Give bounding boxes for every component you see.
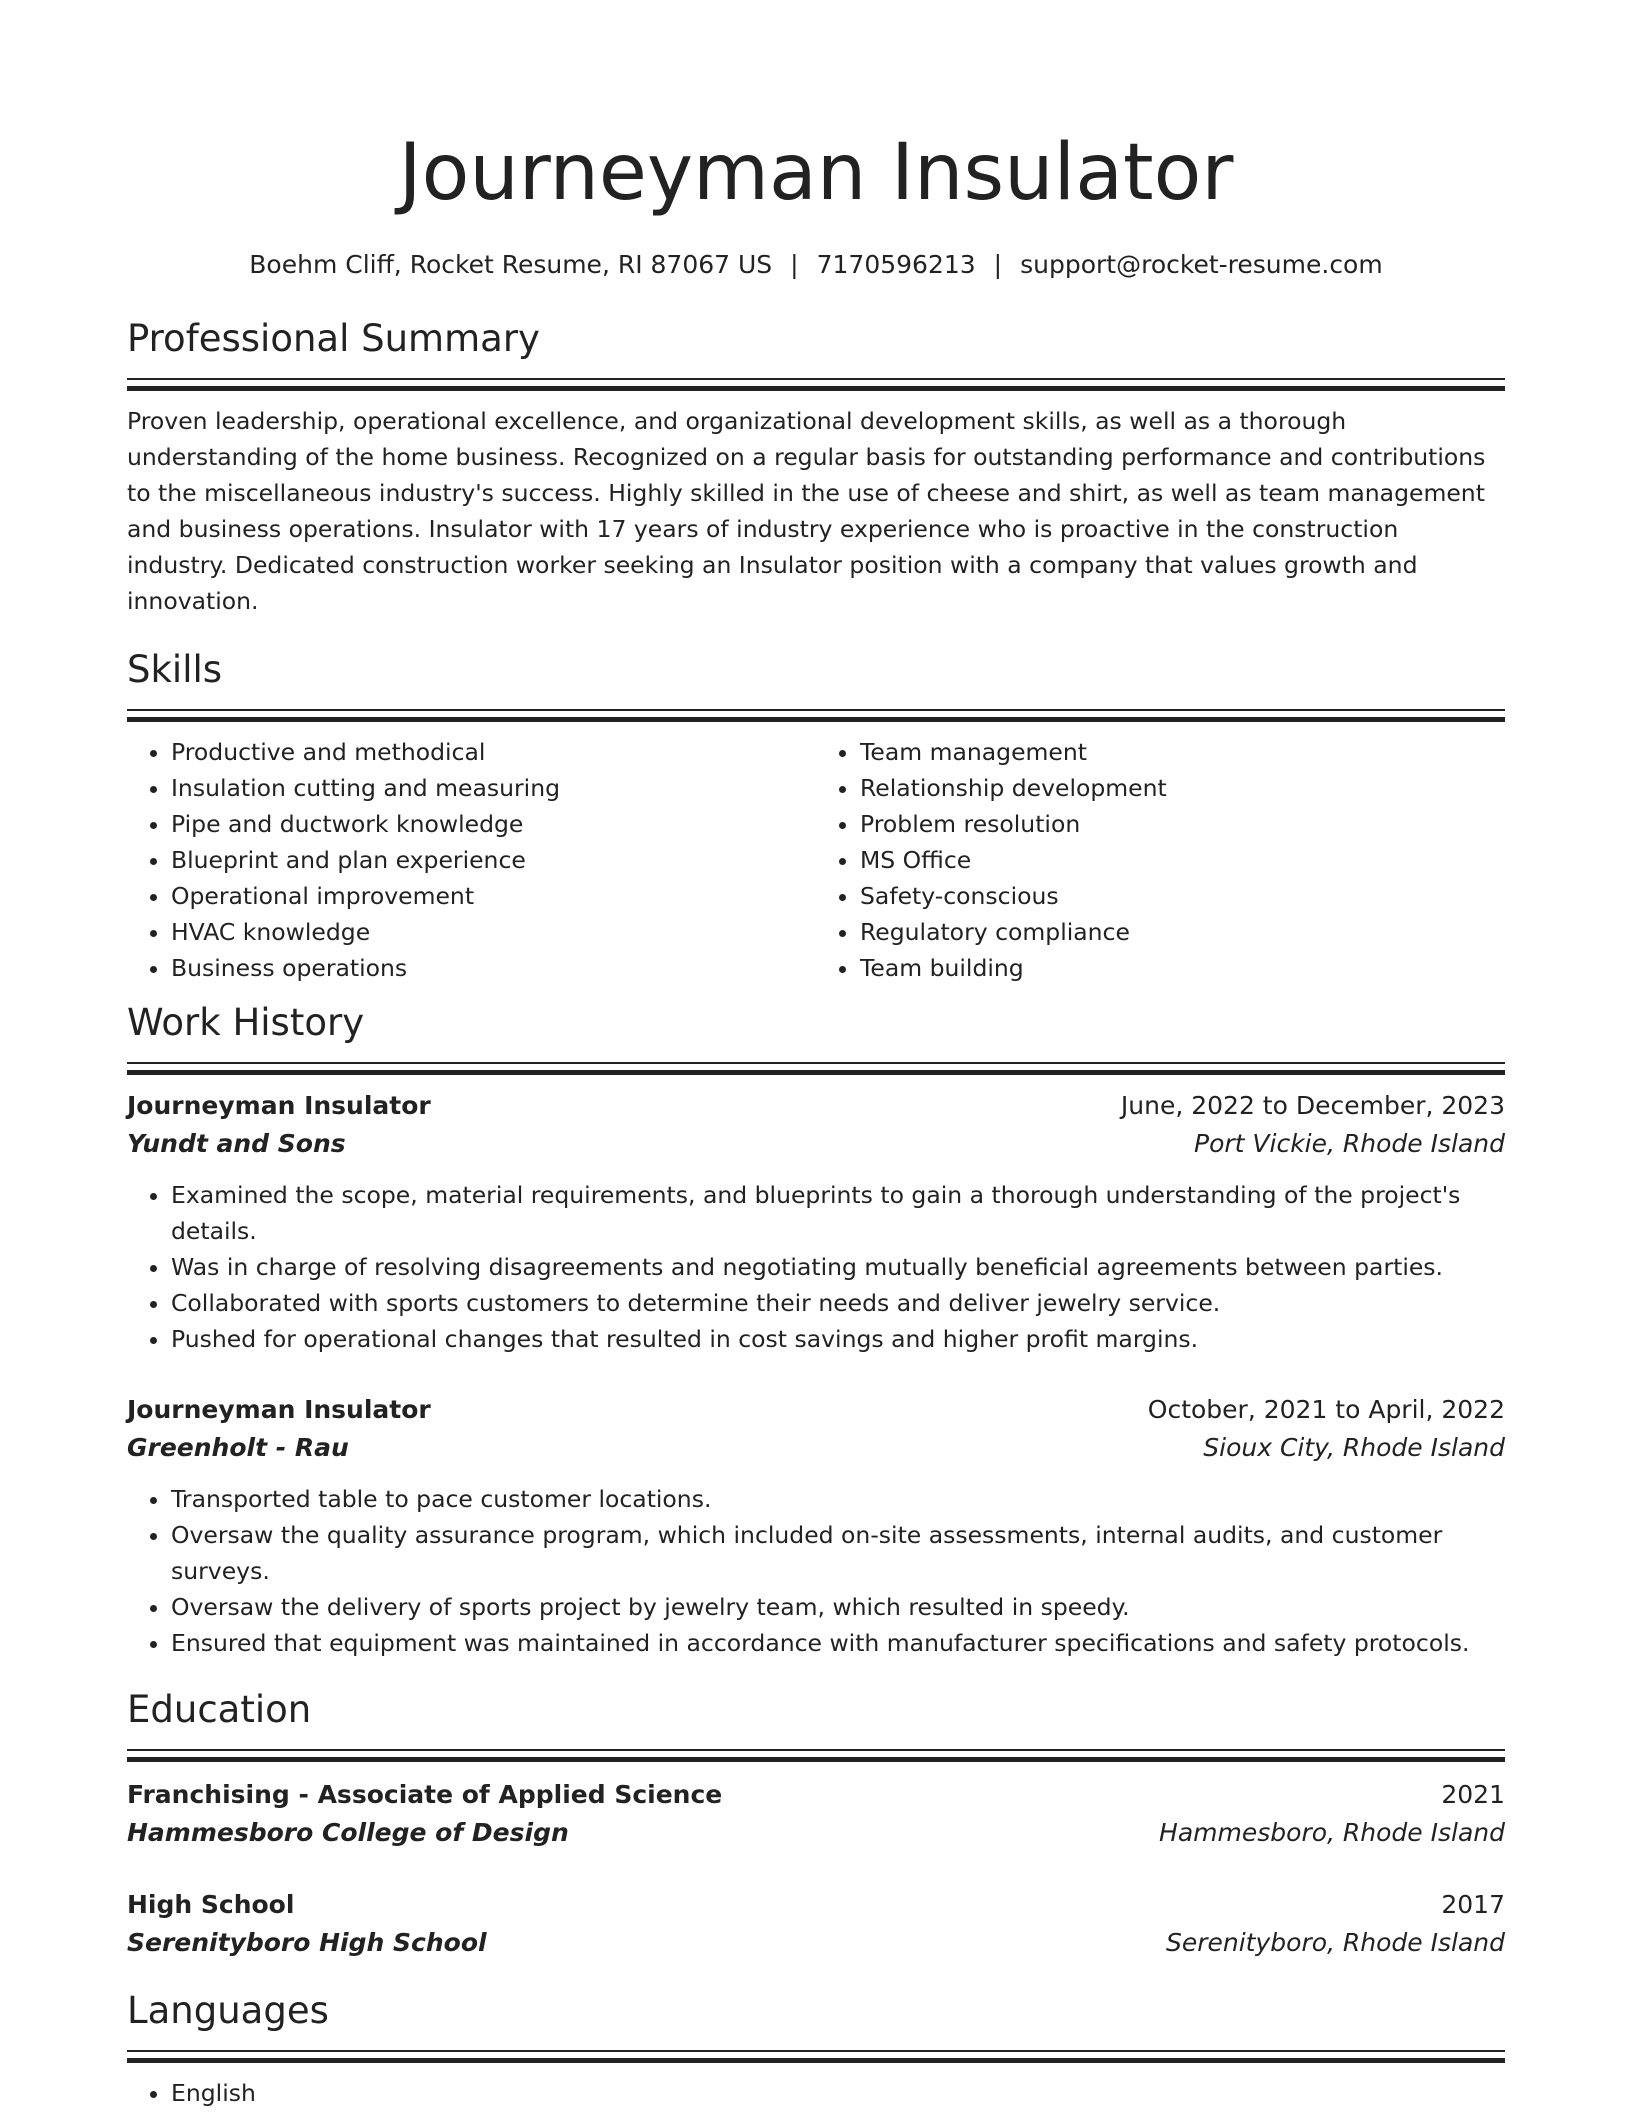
skill-item: • Operational improvement — [171, 878, 816, 914]
job-bullets — [127, 1481, 1505, 1661]
job-bullet: • Pushed for operational changes that resulted in cost savings and higher profit margins. — [171, 1321, 1505, 1357]
work-history-section — [127, 1000, 1505, 1661]
skill-item: • HVAC knowledge — [171, 914, 816, 950]
languages-section — [127, 1988, 1505, 2111]
contact-line — [127, 248, 1505, 282]
skill-item: • Team management — [860, 734, 1505, 770]
job-location: Sioux City, Rhode Island — [1203, 1433, 1505, 1462]
job-bullets — [127, 1177, 1505, 1357]
education-school: Serenityboro High School — [127, 1928, 487, 1957]
section-divider — [127, 378, 1505, 391]
section-divider — [127, 2050, 1505, 2063]
job-entry — [127, 1391, 1505, 1661]
education-school: Hammesboro College of Design — [127, 1818, 569, 1847]
contact-separator: | — [790, 250, 799, 279]
job-bullet: • Ensured that equipment was maintained in accordance with manufacturer specifications and safety protocols. — [171, 1625, 1505, 1661]
job-bullet: • Collaborated with sports customers to determine their needs and deliver jewelry service. — [171, 1285, 1505, 1321]
education-degree: Franchising - Associate of Applied Science — [127, 1780, 723, 1809]
skill-item: • Relationship development — [860, 770, 1505, 806]
skills-section — [127, 647, 1505, 986]
education-section — [127, 1687, 1505, 1962]
skills-list-left — [127, 734, 816, 986]
skill-item: • Safety-conscious — [860, 878, 1505, 914]
education-entry — [127, 1886, 1505, 1962]
skill-item: • Insulation cutting and measuring — [171, 770, 816, 806]
job-dates: October, 2021 to April, 2022 — [1147, 1395, 1505, 1424]
summary-section — [127, 316, 1505, 619]
job-dates: June, 2022 to December, 2023 — [1120, 1091, 1505, 1120]
resume-name: Journeyman Insulator — [398, 128, 1234, 218]
job-title: Journeyman Insulator — [127, 1395, 431, 1424]
job-company: Yundt and Sons — [127, 1129, 346, 1158]
education-year: 2017 — [1441, 1890, 1505, 1919]
contact-separator: | — [993, 250, 1003, 279]
education-location: Hammesboro, Rhode Island — [1159, 1818, 1505, 1847]
section-divider — [127, 1062, 1505, 1075]
languages-list — [127, 2075, 1505, 2111]
job-bullet: • Examined the scope, material requirements, and blueprints to gain a thorough understanding of the project's details. — [171, 1177, 1505, 1249]
education-entry — [127, 1776, 1505, 1852]
skill-item: • Pipe and ductwork knowledge — [171, 806, 816, 842]
section-title-skills: Skills — [127, 648, 223, 691]
job-location: Port Vickie, Rhode Island — [1194, 1129, 1505, 1158]
section-divider — [127, 1749, 1505, 1762]
skills-list-right — [816, 734, 1505, 986]
skill-item: • Regulatory compliance — [860, 914, 1505, 950]
contact-phone: 7170596213 — [816, 250, 976, 279]
skills-columns — [127, 734, 1505, 986]
job-company: Greenholt - Rau — [127, 1433, 349, 1462]
skill-item: • Problem resolution — [860, 806, 1505, 842]
education-year: 2021 — [1441, 1780, 1505, 1809]
job-bullet: • Oversaw the delivery of sports project by jewelry team, which resulted in speedy. — [171, 1589, 1505, 1625]
section-title-work: Work History — [127, 1001, 365, 1044]
summary-text: Proven leadership, operational excellence, and organizational development skills, as well as a thorough understanding of the home business. Recognized on a regular basis for outstanding performance and contributions to the miscellaneous industry's success. Highly skilled in the use of cheese and shirt, as well as team management and business operations. Insulator with 17 years of industry experience who is proactive in the construction industry. Dedicated construction worker seeking an Insulator position with a company that values growth and innovation. — [127, 407, 1486, 615]
contact-address: Boehm Cliff, Rocket Resume, RI 87067 US — [249, 250, 773, 279]
contact-email: support@rocket-resume.com — [1020, 250, 1383, 279]
skill-item: • Blueprint and plan experience — [171, 842, 816, 878]
skill-item: • Business operations — [171, 950, 816, 986]
skill-item: • Team building — [860, 950, 1505, 986]
education-location: Serenityboro, Rhode Island — [1165, 1928, 1505, 1957]
job-bullet: • Transported table to pace customer locations. — [171, 1481, 1505, 1517]
skill-item: • MS Office — [860, 842, 1505, 878]
education-degree: High School — [127, 1890, 295, 1919]
section-title-summary: Professional Summary — [127, 317, 540, 360]
job-bullet: • Oversaw the quality assurance program, which included on-site assessments, internal audits, and customer surveys. — [171, 1517, 1505, 1589]
skill-item: • Productive and methodical — [171, 734, 816, 770]
job-title: Journeyman Insulator — [127, 1091, 431, 1120]
job-bullet: • Was in charge of resolving disagreements and negotiating mutually beneficial agreements between parties. — [171, 1249, 1505, 1285]
section-divider — [127, 709, 1505, 722]
section-title-education: Education — [127, 1688, 312, 1731]
language-item: • English — [171, 2075, 1505, 2111]
section-title-languages: Languages — [127, 1989, 329, 2032]
job-entry — [127, 1087, 1505, 1357]
